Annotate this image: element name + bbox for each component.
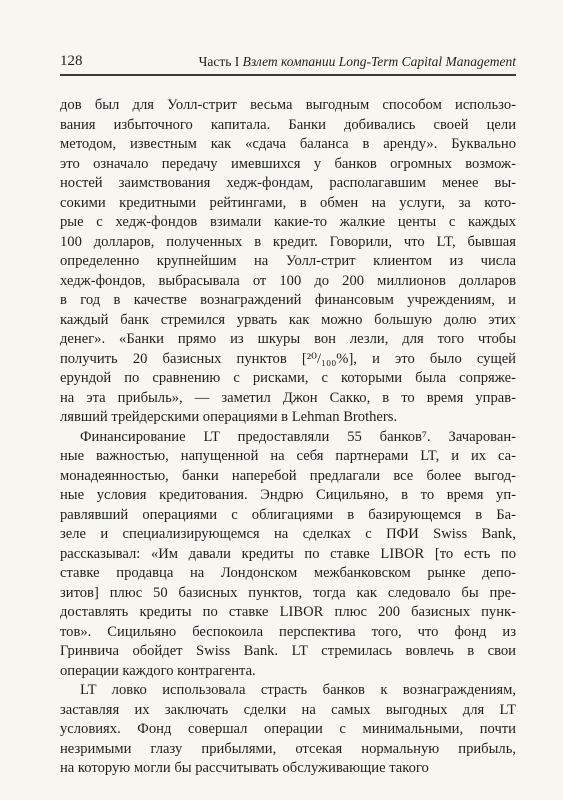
paragraph xyxy=(60,428,516,682)
text-line: каждый банк стремился урвать как можно большую долю этих xyxy=(60,311,516,328)
text-line: LT ловко использовала страсть банков к вознаграждениям, xyxy=(80,682,516,698)
text-line: заставляя их заключать сделки на самых выгодных для LT xyxy=(60,701,516,718)
text-line: ные условия кредитования. Эндрю Сицильяно, в то время уп- xyxy=(60,487,516,503)
text-line: условиях. Фонд совершал операции с минимальными, почти xyxy=(60,721,516,737)
text-line: определенно крупнейшим на Уолл-стрит клиентом из числа xyxy=(60,253,516,269)
text-line: лявший трейдерскими операциями в Lehman Brothers. xyxy=(60,409,398,425)
paragraph xyxy=(60,681,516,779)
page-header xyxy=(60,48,516,76)
text-line: 100 долларов, полученных в кредит. Говорили, что LT, бывшая xyxy=(60,233,516,250)
book-title: Взлет компании Long-Term Capital Management xyxy=(242,54,516,69)
text-line: вания избыточного капитала. Банки добивались своей цели xyxy=(60,116,516,133)
text-line: на эта прибыль», — заметил Джон Сакко, в то время управ- xyxy=(60,389,516,406)
text-line: равлявший операциями с облигациями в базирующемся в Ба- xyxy=(60,506,516,523)
text-line: методом, известным как «сдача баланса в аренду». Буквально xyxy=(60,136,516,152)
text-line: рассказывал: «Им давали кредиты по ставке LIBOR [то есть по xyxy=(60,545,516,562)
text-line: тов». Сицильяно беспокоила перспектива того, что фонд из xyxy=(60,623,516,640)
text-line: хедж-фондов, выбрасывала от 100 до 200 миллионов долларов xyxy=(60,272,516,289)
text-line: сокими кредитными рейтингами, в обмен на услуги, за кото- xyxy=(60,194,516,211)
text-line: зитов] плюс 50 базисных пунктов, тогда как следовало бы пре- xyxy=(60,584,516,601)
text-line: ностей заимствования хедж-фондам, располагавшим менее вы- xyxy=(60,175,516,191)
body-text xyxy=(60,96,516,779)
running-head xyxy=(199,54,516,70)
text-line: зеле и специализирующемся на сделках с ПФИ Swiss Bank, xyxy=(60,526,516,542)
text-line: операции каждого контрагента. xyxy=(60,662,256,679)
part-label: Часть I xyxy=(198,54,240,69)
text-line: ные важностью, напущенной на себя партнерами LT, и их са- xyxy=(60,448,516,464)
text-line: в год в качестве вознаграждений финансовым учреждениям, и xyxy=(60,292,516,308)
text-line: денег». «Банки прямо из шкуры вон лезли, для того чтобы xyxy=(60,331,516,347)
text-line: Финансирование LT предоставляли 55 банков⁷. Зачарован- xyxy=(80,428,516,445)
text-line: на которую могли бы рассчитывать обслуживающие такого xyxy=(60,760,429,776)
page-number: 128 xyxy=(60,53,83,69)
text-line: ерундой по сравнению с рисками, с которыми была сопряже- xyxy=(60,370,516,386)
text-line: рые с хедж-фондов взимали какие-то жалкие центы с каждых xyxy=(60,214,516,230)
text-line: Гринвича обойдет Swiss Bank. LT стремилась вовлечь в свои xyxy=(60,643,516,659)
paragraph xyxy=(60,96,516,428)
text-line: монадеянностью, банки наперебой предлагали все более выгод- xyxy=(60,467,516,484)
text-line: это означало передачу имевшихся у банков огромных возмож- xyxy=(60,155,516,172)
text-line: получить 20 базисных пунктов [²⁰/₁₀₀%], и это было сущей xyxy=(60,350,516,367)
text-line: доставлять кредиты по ставке LIBOR плюс 200 базисных пунк- xyxy=(60,604,516,620)
text-line: ставке продавца на Лондонском межбанковском рынке депо- xyxy=(60,565,516,581)
text-line: дов был для Уолл-стрит весьма выгодным способом использо- xyxy=(60,97,516,113)
text-line: незримыми глазу прибылями, отсекая нормальную прибыль, xyxy=(60,740,516,757)
